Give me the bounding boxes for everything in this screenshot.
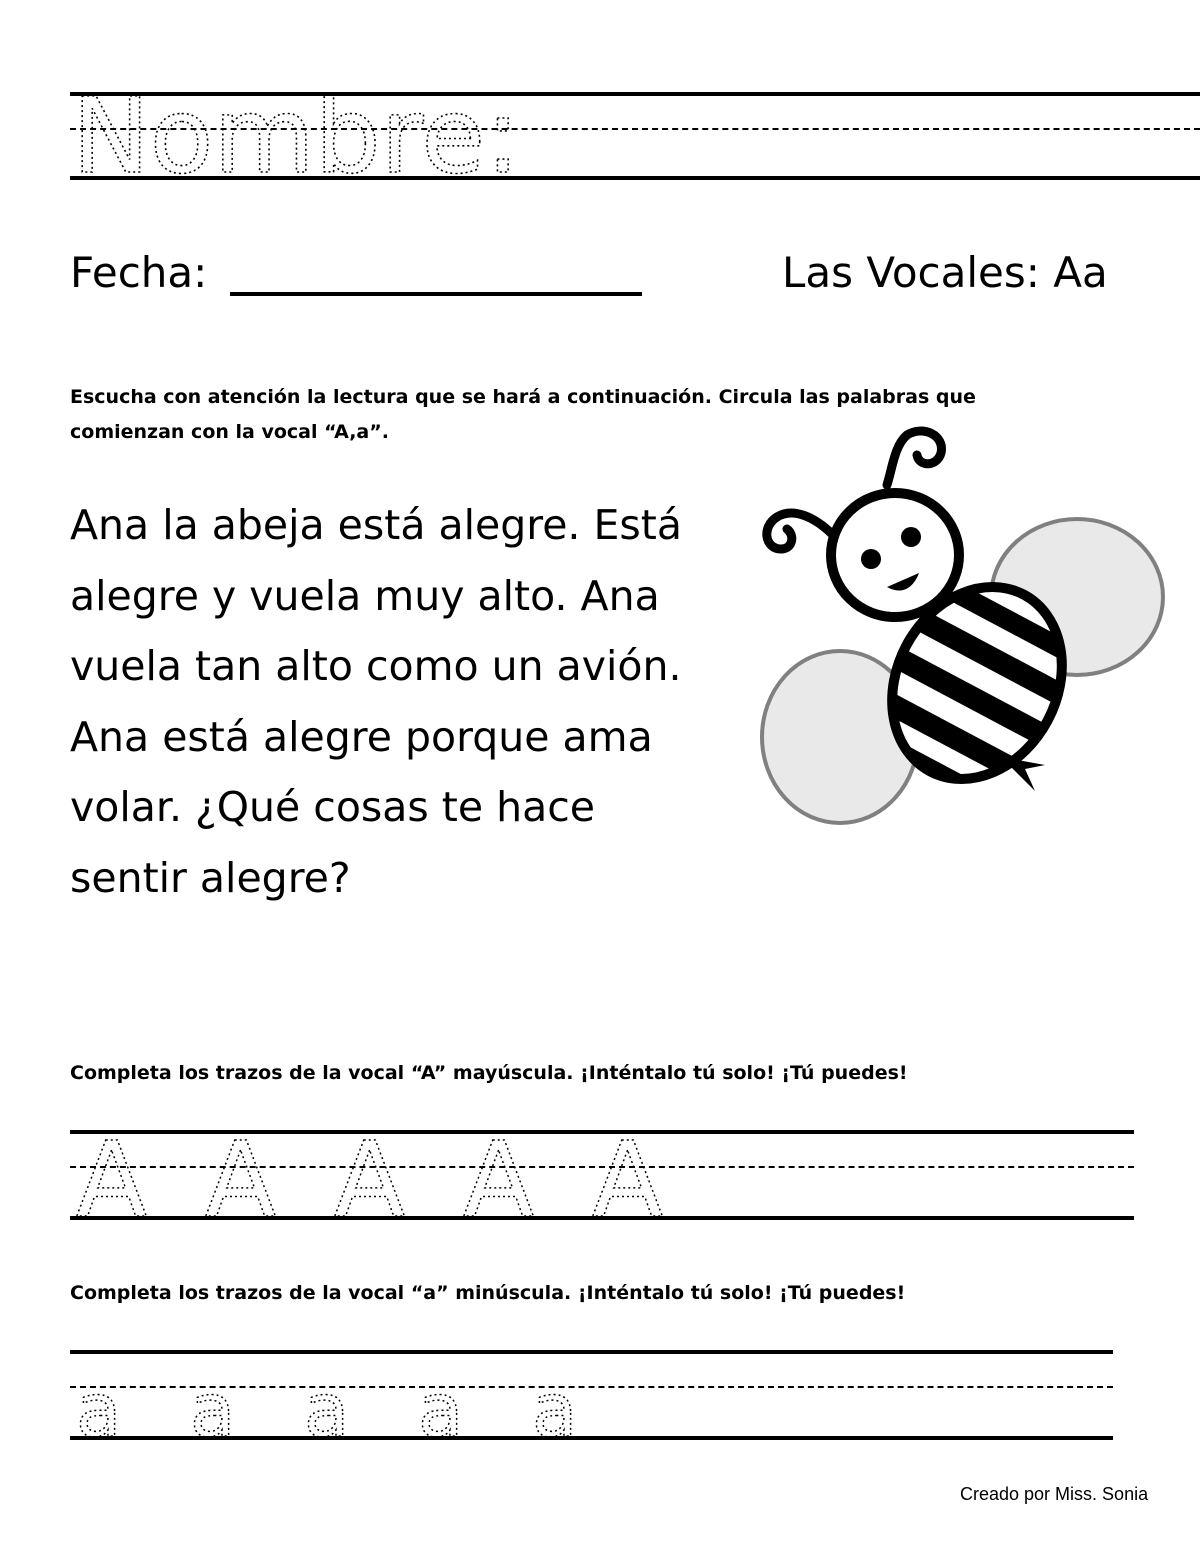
reading-instructions: Escucha con atención la lectura que se hará a continuación. Circula las palabras que comienzan con la vocal “A,a”.: [70, 386, 976, 443]
lowercase-trace-letters: [70, 1350, 630, 1442]
bee-head: [831, 493, 959, 617]
trace-letter-A: A: [334, 1130, 406, 1222]
bee-eye: [901, 527, 921, 547]
trace-letter-a: a: [418, 1368, 464, 1442]
bee-antenna-top: [887, 431, 941, 485]
story-line: Ana la abeja está alegre. Está: [70, 501, 682, 549]
bee-illustration: [755, 425, 1175, 835]
trace-letter-A: A: [76, 1130, 148, 1222]
story-line: sentir alegre?: [70, 853, 351, 902]
author-credit: Creado por Miss. Sonia: [960, 1484, 1149, 1504]
trace-letter-A: A: [592, 1130, 664, 1222]
uppercase-instruction: Completa los trazos de la vocal “A” mayúscula. ¡Inténtalo tú solo! ¡Tú puedes!: [70, 1062, 908, 1084]
trace-letter-a: a: [304, 1368, 350, 1442]
page-title: Las Vocales: Aa: [782, 248, 1108, 297]
date-blank-line[interactable]: [230, 292, 642, 296]
story-line: vuela tan alto como un avión.: [70, 642, 682, 690]
name-tracing-label: [70, 92, 550, 182]
story-text: [70, 490, 750, 913]
trace-letter-a: a: [532, 1368, 578, 1442]
trace-letter-a: a: [76, 1368, 122, 1442]
bee-stinger: [1001, 757, 1045, 791]
lowercase-tracing-row[interactable]: [70, 1350, 1113, 1442]
uppercase-tracing-row[interactable]: [70, 1130, 1134, 1222]
date-label: Fecha:: [70, 248, 208, 297]
trace-letter-A: A: [463, 1130, 535, 1222]
story-line: volar. ¿Qué cosas te hace: [70, 783, 596, 831]
story-line: alegre y vuela muy alto. Ana: [70, 571, 660, 620]
story-line: Ana está alegre porque ama: [70, 712, 653, 761]
bee-eye: [861, 549, 881, 569]
lowercase-instruction: Completa los trazos de la vocal “a” minúscula. ¡Inténtalo tú solo! ¡Tú puedes!: [70, 1282, 906, 1304]
name-row[interactable]: [70, 92, 1200, 182]
name-label: Nombre:: [72, 92, 521, 182]
trace-letter-a: a: [190, 1368, 236, 1442]
bee-antenna-left: [767, 513, 833, 549]
trace-letter-A: A: [205, 1130, 277, 1222]
uppercase-trace-letters: [70, 1130, 710, 1222]
